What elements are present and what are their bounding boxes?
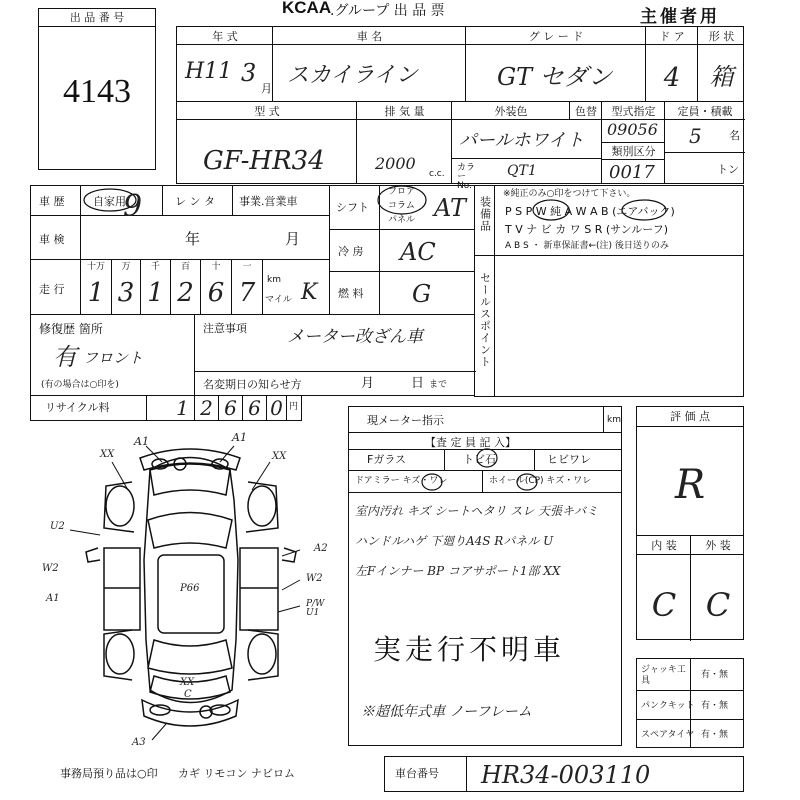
mark-xx-right: XX xyxy=(272,451,287,462)
mark-u2: U2 xyxy=(50,521,65,532)
glass-r: ヒビワレ xyxy=(547,453,591,466)
inspector-note1: 室内汚れ キズ シートヘタリ スレ 天張キバミ xyxy=(355,504,599,518)
overall-grade: R xyxy=(674,462,706,508)
inspector-note3: 左Fインナー BP コアサポート1部 XX xyxy=(355,564,561,578)
capacity-label: 定員・積載 xyxy=(677,105,733,118)
organizer-label: 主催者用 xyxy=(640,7,720,27)
lot-number: 4143 xyxy=(63,73,131,110)
shift-value: AT xyxy=(434,194,467,222)
equipment-line3: A B S ・ 新車保証書←(注) 後日送りのみ xyxy=(505,241,669,251)
history-option-rental[interactable]: レ ン タ xyxy=(175,195,215,208)
transfer-label: 名変期日の知らせ方 xyxy=(203,378,302,391)
recycle-unit: 円 xyxy=(289,402,299,412)
inspection-month: 月 xyxy=(285,230,301,248)
shape-value: 箱 xyxy=(709,63,734,91)
spare-label: スペアタイヤ xyxy=(641,730,695,740)
repair-value: 有 xyxy=(53,343,77,371)
inspector-note2: ハンドルハゲ 下廻りA4S Rパネル U xyxy=(355,534,554,548)
load-unit: トン xyxy=(717,163,739,176)
mark-w2-right: W2 xyxy=(306,573,323,584)
model-label: 車 名 xyxy=(356,30,383,43)
recycle-block xyxy=(30,395,302,421)
grade-label: グ レ ー ド xyxy=(528,30,584,43)
repair-note: (有の場合は○印を) xyxy=(41,380,119,390)
inspector-block xyxy=(348,406,622,746)
spare-value: 有・無 xyxy=(701,730,729,740)
repair-block xyxy=(30,314,475,396)
model-name: スカイライン xyxy=(287,63,418,88)
digit-label: 百 xyxy=(180,262,190,272)
ac-value: AC xyxy=(400,238,436,266)
grades-block xyxy=(636,406,744,640)
equipment-line2: T V ナ ビ カ ワ S R (サンルーフ) xyxy=(505,223,669,236)
mileage-digit: 3 xyxy=(117,278,135,308)
tools-block xyxy=(636,658,744,748)
grades-label: 評 価 点 xyxy=(637,407,743,427)
color-no-value: QT1 xyxy=(507,163,537,179)
caution-label: 注意事項 xyxy=(203,322,247,335)
mark-a1-side: A1 xyxy=(46,593,60,604)
interior-grade: C xyxy=(651,586,677,624)
mark-rear-c: C xyxy=(184,689,192,700)
capacity-value: 5 xyxy=(689,124,702,148)
equipment-line1: P S P W 純 A W A B (エアバック) xyxy=(505,205,675,218)
unit-mark: K xyxy=(301,280,318,305)
puncture-value: 有・無 xyxy=(701,701,729,711)
mileage-digit: 1 xyxy=(147,278,164,308)
year-label: 年 式 xyxy=(212,30,238,43)
fuel-label: 燃 料 xyxy=(338,287,364,300)
caution-value: メーター改ざん車 xyxy=(287,327,423,347)
wheel-label: ホイール(CP) キズ・ワレ xyxy=(489,476,592,486)
jack-value: 有・無 xyxy=(701,670,729,680)
mileage-cell xyxy=(171,260,201,314)
chassis-number: HR34-003110 xyxy=(481,761,651,789)
meter-label: 現メーター指示 xyxy=(367,414,444,427)
history-label: 車 歴 xyxy=(39,195,65,208)
repair-label: 修復歴 箇所 xyxy=(39,322,103,336)
row2 xyxy=(176,101,744,191)
inspection-year: 年 xyxy=(185,230,201,248)
history-option-business[interactable]: 事業.営業車 xyxy=(239,195,298,208)
mark-a1-right: A1 xyxy=(232,431,247,444)
grade-name: GT セダン xyxy=(497,63,613,91)
exterior-label: 外 装 xyxy=(705,539,731,552)
repair-detail: フロント xyxy=(83,349,144,367)
meter-unit: km xyxy=(603,407,623,433)
digit-label: 万 xyxy=(121,262,131,272)
mileage-digit: 6 xyxy=(207,278,225,308)
equipment-block xyxy=(474,185,744,397)
mark-pw-u1: P/W U1 xyxy=(306,599,325,618)
exterior-color-value: パールホワイト xyxy=(459,130,585,151)
inspector-big-note: 実走行不明車 xyxy=(373,635,566,666)
fuel-value: G xyxy=(412,280,432,308)
class-label: 類別区分 xyxy=(611,145,656,158)
mark-a1-left: A1 xyxy=(134,435,149,448)
exterior-grade: C xyxy=(705,586,731,624)
mile-label: マイル xyxy=(265,295,292,305)
section-label: 【査 定 員 記 入】 xyxy=(425,436,516,449)
floor-label: フロア xyxy=(388,187,416,197)
glass-f: Fガラス xyxy=(349,449,445,471)
recycle-digit: 6 xyxy=(219,396,243,420)
mileage-label: 走 行 xyxy=(39,283,65,296)
equipment-note: ※純正のみ○印をつけて下さい。 xyxy=(503,189,636,199)
cc-unit: c.c. xyxy=(429,169,445,179)
mileage-cell xyxy=(141,260,171,314)
transfer-month: 月 xyxy=(361,376,375,391)
doors-value: 4 xyxy=(663,63,681,93)
displacement-label: 排 気 量 xyxy=(384,105,425,118)
digit-label: 十 xyxy=(211,262,221,272)
recycle-digit: 2 xyxy=(195,396,219,420)
mark-a2: A2 xyxy=(314,543,328,554)
mileage-digit: 7 xyxy=(238,278,256,308)
mark-a3: A3 xyxy=(132,737,146,748)
mark-xx-left: XX xyxy=(100,449,115,460)
doors-label: ド ア xyxy=(659,30,685,43)
chassis-label: 車台番号 xyxy=(385,757,467,791)
shift-block xyxy=(329,185,475,315)
inspection-label: 車 検 xyxy=(39,233,65,246)
history-option-private[interactable]: 自家用 xyxy=(93,195,126,208)
exterior-color-label: 外装色 xyxy=(494,105,528,118)
office-items: カギ リモコン ナビロム xyxy=(178,767,295,780)
interior-label: 内 装 xyxy=(651,539,677,552)
capacity-unit: 名 xyxy=(729,129,740,142)
office-note: 事務局預り品は○印 xyxy=(60,767,158,780)
type-label: 型 式 xyxy=(254,105,280,118)
recycle-digit: 0 xyxy=(267,396,287,420)
history-block xyxy=(30,185,330,315)
mileage-cell xyxy=(81,260,112,314)
class-value: 0017 xyxy=(609,162,655,183)
mileage-cell xyxy=(112,260,141,314)
displacement-value: 2000 xyxy=(375,154,416,173)
year-num: 3 xyxy=(241,59,257,87)
sales-point-label: セールスポイント xyxy=(478,272,492,368)
lot-number-box xyxy=(38,8,156,170)
brand-logo: KCAA xyxy=(282,0,332,17)
mirror-label: ドアミラー キズ・ワレ xyxy=(349,471,483,493)
inspector-note4: ※超低年式車 ノーフレーム xyxy=(361,704,532,720)
row1 xyxy=(176,26,744,102)
recycle-digit: 6 xyxy=(243,396,267,420)
mileage-digit: 1 xyxy=(87,278,105,308)
digit-label: 十万 xyxy=(86,262,105,272)
km-label: km xyxy=(267,275,281,285)
month-suffix: 月 xyxy=(261,82,272,95)
chassis-block xyxy=(384,756,744,792)
type-spec-label: 型式指定 xyxy=(611,105,656,118)
inspection-mark: 9 xyxy=(123,189,143,224)
color-change-label: 色替 xyxy=(575,105,597,118)
form-title: .グループ 出 品 票 xyxy=(330,3,445,19)
transfer-suffix: まで xyxy=(429,380,448,390)
color-no-label: カラー No. xyxy=(457,163,476,191)
jack-label: ジャッキ工具 xyxy=(641,665,686,686)
shape-label: 形 状 xyxy=(708,30,735,43)
recycle-digit: 1 xyxy=(171,396,195,420)
mileage-digit: 2 xyxy=(177,278,194,308)
glass-mid: トビ石 xyxy=(445,449,535,471)
mileage-digits xyxy=(81,260,263,314)
transfer-day: 日 xyxy=(411,376,425,391)
digit-label: 一 xyxy=(242,262,252,272)
mileage-cell xyxy=(232,260,263,314)
shift-label: シフト xyxy=(336,201,369,214)
recycle-label: リサイクル料 xyxy=(31,396,147,420)
ac-label: 冷 房 xyxy=(338,245,364,258)
mark-rear-xx: XX xyxy=(180,677,195,688)
equipment-label: 装備品 xyxy=(478,196,492,232)
type-value: GF-HR34 xyxy=(203,146,325,176)
lot-number-label: 出 品 番 号 xyxy=(39,9,155,27)
panel-label: パネル xyxy=(388,215,416,225)
digit-label: 千 xyxy=(150,262,160,272)
column-label: コラム xyxy=(388,201,415,211)
year-era: H11 xyxy=(185,59,233,84)
mark-roof: P66 xyxy=(180,583,200,594)
puncture-label: パンクキット xyxy=(641,701,695,711)
mileage-cell xyxy=(201,260,232,314)
type-spec-value: 09056 xyxy=(607,120,658,139)
mark-w2: W2 xyxy=(42,563,59,574)
